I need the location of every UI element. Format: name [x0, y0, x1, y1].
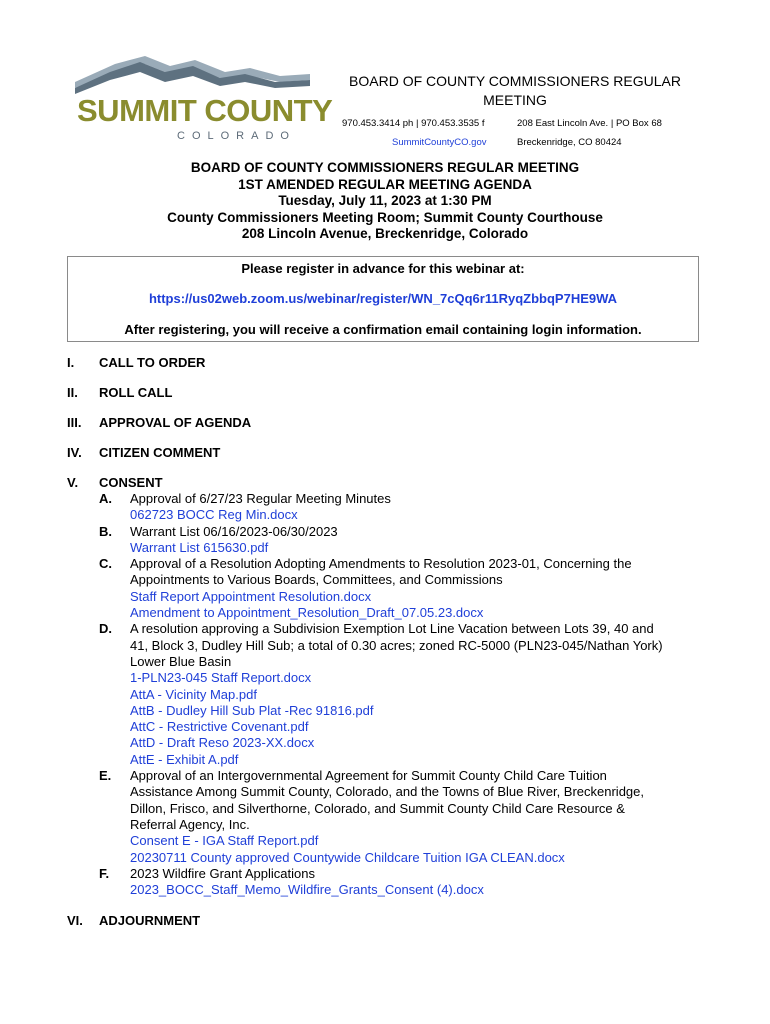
county-website-link[interactable]: SummitCountyCO.gov [392, 137, 487, 148]
contact-address-block [517, 114, 662, 152]
consent-item-text: Appointments to Various Boards, Committees, and Commissions [130, 572, 503, 588]
consent-item-list [67, 491, 707, 898]
consent-item-letter: B. [99, 523, 112, 539]
contact-address-line1: 208 East Lincoln Ave. | PO Box 68 [517, 118, 662, 129]
attachment-link[interactable]: 20230711 County approved Countywide Childcare Tuition IGA CLEAN.docx [130, 849, 565, 865]
webinar-registration-box [67, 256, 699, 342]
consent-item-text: A resolution approving a Subdivision Exemption Lot Line Vacation between Lots 39, 40 and [130, 621, 654, 637]
contact-phone-block [342, 114, 487, 152]
logo-county-name: SUMMIT COUNTY [77, 93, 333, 128]
consent-item [67, 768, 707, 866]
consent-item-text: Approval of 6/27/23 Regular Meeting Minutes [130, 491, 391, 506]
attachment-link[interactable]: Consent E - IGA Staff Report.pdf [130, 833, 319, 849]
county-logo [75, 50, 333, 150]
attachment-link[interactable]: Warrant List 615630.pdf [130, 539, 269, 555]
section-number: V. [67, 475, 79, 490]
consent-item-text: 2023 Wildfire Grant Applications [130, 865, 315, 881]
section-number: I. [67, 355, 75, 370]
registration-note: After registering, you will receive a confirmation email containing login information. [124, 322, 642, 337]
logo-state-name: COLORADO [177, 130, 296, 142]
meeting-heading-line2: 1ST AMENDED REGULAR MEETING AGENDA [238, 176, 532, 192]
consent-item-text: Warrant List 06/16/2023-06/30/2023 [130, 523, 338, 539]
consent-item-text: 41, Block 3, Dudley Hill Sub; a total of 0.30 acres; zoned RC-5000 (PLN23-045/Nathan York) [130, 637, 663, 653]
header-title-line2: MEETING [483, 92, 547, 108]
attachment-link[interactable]: 1-PLN23-045 Staff Report.docx [130, 670, 312, 686]
section-title: CONSENT [99, 475, 163, 490]
attachment-link[interactable]: 2023_BOCC_Staff_Memo_Wildfire_Grants_Consent (4).docx [130, 882, 484, 898]
header-title [330, 72, 700, 110]
attachment-link[interactable]: Staff Report Appointment Resolution.docx [130, 588, 372, 604]
section-title: CALL TO ORDER [99, 355, 206, 370]
consent-item [67, 524, 707, 557]
consent-item [67, 621, 707, 768]
attachment-link[interactable]: AttD - Draft Reso 2023-XX.docx [130, 735, 315, 751]
consent-item-text: Referral Agency, Inc. [130, 816, 250, 832]
section-title: ROLL CALL [99, 385, 173, 400]
consent-item-text: Assistance Among Summit County, Colorado, and the Towns of Blue River, Breckenridge, [130, 784, 645, 800]
consent-item [67, 866, 707, 899]
webinar-registration-link[interactable]: https://us02web.zoom.us/webinar/register/WN_7cQq6r11RyqZbbqP7HE9WA [148, 291, 618, 306]
attachment-link[interactable]: AttA - Vicinity Map.pdf [130, 686, 257, 702]
attachment-link[interactable]: 062723 BOCC Reg Min.docx [130, 507, 298, 523]
meeting-address: 208 Lincoln Avenue, Breckenridge, Colorado [241, 226, 529, 241]
section-number: II. [67, 385, 78, 400]
section-number: IV. [67, 445, 82, 460]
consent-item-text: Dillon, Frisco, and Silverthorne, Colorado, and Summit County Child Care Resource & [130, 800, 625, 816]
consent-item-text: Lower Blue Basin [130, 653, 232, 669]
section-number: III. [67, 415, 82, 430]
consent-item-letter: C. [99, 556, 112, 572]
section-title: ADJOURNMENT [99, 913, 201, 928]
section-title: CITIZEN COMMENT [99, 445, 221, 460]
consent-item-text: Approval of a Resolution Adopting Amendments to Resolution 2023-01, Concerning the [130, 556, 632, 572]
meeting-heading [0, 160, 770, 243]
meeting-date: Tuesday, July 11, 2023 at 1:30 PM [278, 193, 492, 208]
consent-item-letter: F. [99, 865, 110, 881]
attachment-link[interactable]: AttE - Exhibit A.pdf [130, 751, 239, 767]
consent-item-letter: D. [99, 621, 112, 637]
section-title: APPROVAL OF AGENDA [99, 415, 252, 430]
attachment-link[interactable]: AttB - Dudley Hill Sub Plat -Rec 91816.pdf [130, 702, 374, 718]
meeting-heading-line1: BOARD OF COUNTY COMMISSIONERS REGULAR MEETING [190, 160, 580, 175]
consent-item [67, 556, 707, 621]
registration-prompt: Please register in advance for this webinar at: [241, 261, 525, 276]
contact-phone: 970.453.3414 ph | 970.453.3535 f [342, 118, 485, 129]
consent-item-text: Approval of an Intergovernmental Agreement for Summit County Child Care Tuition [130, 768, 607, 784]
consent-item-letter: A. [99, 491, 112, 506]
contact-address-line2: Breckenridge, CO 80424 [517, 137, 622, 148]
section-number: VI. [67, 913, 83, 928]
header-title-line1: BOARD OF COUNTY COMMISSIONERS REGULAR [349, 73, 681, 89]
consent-item [67, 491, 707, 524]
meeting-location: County Commissioners Meeting Room; Summit County Courthouse [167, 209, 603, 225]
attachment-link[interactable]: AttC - Restrictive Covenant.pdf [130, 719, 309, 735]
consent-item-letter: E. [99, 768, 112, 784]
attachment-link[interactable]: Amendment to Appointment_Resolution_Draft_07.05.23.docx [130, 605, 484, 621]
